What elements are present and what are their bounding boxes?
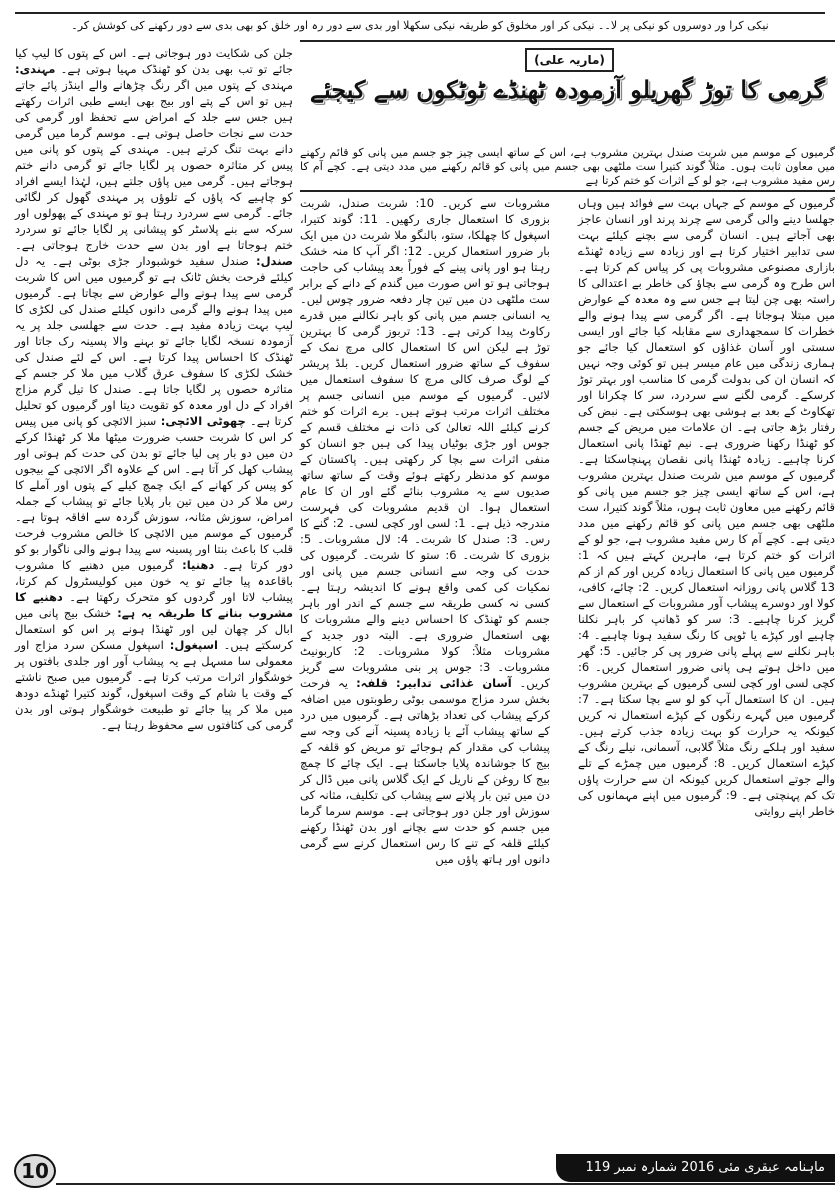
subheading: چھوٹی الائچی: [156, 414, 246, 428]
title-rule [300, 40, 835, 42]
subheading: دھنیا: [173, 558, 215, 572]
subheading: مہندی: [15, 62, 56, 76]
article-headline: گرمی کا توڑ گھریلو آزمودہ ٹھنڈے ٹوٹکوں سے کیجئے [309, 75, 826, 104]
column-middle-last-line: تنے کا رس استعمال کرنے سے گرمی دانوں اور ہاتھ پاؤں میں [300, 836, 550, 866]
subheading: اسپغول: [163, 638, 218, 652]
body-text: جلن کی شکایت دور ہوجاتی ہے۔ اس کے پتوں کا لیپ کیا جائے تو تب بھی بدن کو ٹھنڈک مہیا ہوتی ہے۔ [15, 46, 293, 76]
body-text: گرمیوں کے موسم کے جہاں بہت سے فوائد ہیں وہاں جھلسا دینے والی گرمی سے چرند پرند اور انسان عاجز بھی آجاتے ہیں۔ انسان گرمی سے بچنے کیلئے بہت سی تدابیر اختیار کرتا ہے اور زیادہ سے زیادہ ٹھنڈے بازاری مصنوعی مشروبات پی کر پیاس کم کرتا ہے۔ اس طرح وہ گرمی سے بچاؤ کی خاطر بے اعتدالی کا راستہ بھی چن لیتا ہے جس سے وہ معدہ کے عوارض میں مبتلا ہوجاتا ہے۔ اگر گرمی سے پیدا ہونے والے خطرات کا سمجھداری سے مقابلہ کیا جائے اور ایسی سستی اور آسان غذاؤں کو استعمال کیا جائے جو ہماری زندگی میں عام میسر ہیں تو کوئی وجہ نہیں کہ انسان ان کی بدولت گرمی کا مناسب اور بہتر توڑ کرسکے۔ گرمی لگنے سے سردرد، سر کا چکرانا اور تھکاوٹ کے بعد بے ہوشی بھی ہوسکتی ہے۔ نبض کی رفتار بڑھ جاتی ہے۔ ان علامات میں مریض کے جسم کو ٹھنڈا رکھنا ضروری ہے۔ نیم ٹھنڈا پانی استعمال کرنا چاہیے۔ زیادہ ٹھنڈا پانی نقصان پہنچاسکتا ہے۔ گرمیوں کے موسم میں شربت صندل بہترین مشروب ہے، اس کے ساتھ ایسی چیز جو جسم میں پانی کو قائم رکھنے میں معاون ثابت ہوں، مثلاً گوند کتیرا، ست ملٹھی بھی جسم میں پانی کو قائم رکھنے میں مدد دیتی ہے۔ کچے آم کا رس مفید مشروب ہے، جو لو کے اثرات کو ختم کرتا ہے، ماہرین کہتے ہیں کہ 1: گرمیوں میں پانی کا استعمال زیادہ کریں اور کم از کم 13 گلاس پانی روزانہ استعمال کریں۔ 2: چائے، کافی، کولا اور دوسرے پیشاب آور مشروبات کے استعمال سے گریز کرنا چاہیے۔ 3: سر کو ڈھانپ کر باہر نکلنا چاہیے اور کپڑے یا ٹوپی کا رنگ سفید ہونا چاہیے۔ 4: باہر نکلنے سے پہلے پانی ضرور پی کر جائیں۔ 5: گھر میں داخل ہوتے ہی پانی ضرور استعمال کریں۔ 6: کچی لسی اور کچی لسی گرمیوں کے بہترین مشروب ہیں۔ ان کا استعمال آپ کو لو سے بچا سکتا ہے۔ 7: گرمیوں میں گہرے رنگوں کے کپڑے استعمال نہ کریں کیونکہ یہ حرارت کو بہت زیادہ جذب کرتے ہیں۔ سفید اور ہلکے رنگ مثلاً گلابی، آسمانی، نیلے رنگ کے کپڑے استعمال کریں۔ 8: گرمیوں میں چمڑے کے تلے والے جوتے استعمال کریں کیونکہ ان سے حرارت پاؤں تک کم پہنچتی ہے۔ 9: گرمیوں میں اپنے مہمانوں کی خاطر اپنے روایتی [578, 196, 835, 818]
subheading: صندل: [248, 254, 294, 268]
magazine-masthead: ماہنامہ عبقری مئی 2016 شمارہ نمبر 119 [556, 1154, 835, 1182]
body-text: صندل سفید خوشبودار جڑی بوٹی ہے۔ یہ دل کیلئے فرحت بخش ٹانک ہے تو گرمیوں میں اس کا شربت گرمی سے پیدا ہونے والے عوارض سے بچاتا ہے۔ گرمیوں میں پیدا ہونے والے گرمی دانوں کیلئے صندل کی لکڑی کا لیپ بہت زیادہ مفید ہے۔ حدت سے جھلسی جلد پر یہ آزمودہ نسخہ لگایا جائے تو بہنے والا پسینہ رک جاتا اور ٹھنڈک کا احساس پیدا کرتا ہے۔ اس کے لئے صندل کی خشک لکڑی کا سفوف عرق گلاب میں ملا کر جسم کے متاثرہ حصوں پر لگایا جاتا ہے۔ صندل کا تیل گرم مزاج افراد کے دل اور معدہ کو تقویت دیتا اور گرمیوں کو تحلیل کرتا ہے۔ [15, 254, 293, 428]
body-text: مشروبات سے کریں۔ 10: شربت صندل، شربت بزوری کا استعمال جاری رکھیں۔ 11: گوند کتیرا، اسپغول کا چھلکا، ستو، بالنگو ملا شربت دن میں ایک بار ضرور استعمال کریں۔ 12: اگر آپ کا منہ خشک رہتا ہو اور پانی پینے کے فوراً بعد پیشاب کی حاجت ہوجاتی ہو تو اس صورت میں گندم کے دانے کے برابر ست ملٹھی دن میں تین چار دفعہ ضرور چوس لیں۔ یہ انسانی جسم میں پانی کو باہر نکالنے میں قدرے رکاوٹ پیدا کرتی ہے۔ 13: تربوز گرمی کا بہترین توڑ ہے لیکن اس کا استعمال کالی مرچ نمک کے سفوف کے ساتھ ضرور استعمال کریں۔ بلڈ پریشر کے لوگ صرف کالی مرچ کا سفوف استعمال میں لائیں۔ گرمیوں کے موسم میں انسانی جسم پر مختلف اثرات مرتب ہوتے ہیں۔ برے اثرات کو ختم کرنے کیلئے اللہ تعالیٰ کی ذات نے مختلف قسم کے جوس اور جڑی بوٹیاں پیدا کی ہیں جو انسان کو منفی اثرات سے بچا کر رکھتی ہیں۔ پاکستان کے موسم کو مدنظر رکھتے ہوئے وقت کے ساتھ ساتھ صدیوں سے یہ مشروب بنائے گئے اور ان کا عام استعمال ہوا۔ ان قدیم مشروبات کی فہرست مندرجہ ذیل ہے۔ 1: لسی اور کچی لسی۔ 2: گنے کا رس۔ 3: صندل کا شربت۔ 4: لال مشروبات۔ 5: بزوری کا شربت۔ 6: ستو کا شربت۔ گرمیوں کی حدت کی وجہ سے انسانی جسم میں پانی اور نمکیات کی کمی واقع ہونے کا اندیشہ رہتا ہے۔ کسی نہ کسی طریقہ سے جسم کے اندر اور باہر جسم کو ٹھنڈک کا احساس دینے والے مشروبات کا بھی استعمال ضروری ہے۔ البتہ دور جدید کے مشروبات مثلاً: کولا مشروبات۔ 2: کاربونیٹ مشروبات۔ 3: جوس پر بنی مشروبات سے گریز کریں۔ [300, 196, 551, 690]
body-text: اسپغول مسکن سرد مزاج اور معمولی سا مسہل ہے یہ پیشاب آور اور جلدی بافتوں پر خوشگوار اثرات مرتب کرتا ہے۔ گرمیوں میں صبح ناشتے کے وقت یا شام کے وقت اسپغول، گوند کتیرا ٹھنڈے دودھ میں ملا کر پیا جائے تو طبیعت خوشگوار [15, 638, 294, 716]
body-text: یہ فرحت بخش سرد مزاج موسمی بوٹی رطوبتوں میں اضافہ کرکے پیشاب کی تعداد بڑھاتی ہے۔ گرمیوں میں درد کے ساتھ پیشاب آئے یا زیادہ پسینہ آنے کی وجہ سے پیشاب کی مقدار کم ہوجائے تو مریض کو قلفہ کے بیج کا جوشاندہ پلایا جاسکتا ہے۔ ایک چائے کا چمچ بیج کا روغن کے ناریل کے ایک گلاس پانی میں ڈال کر دن میں تین بار پلانے سے پیشاب کی تکلیف، مثانہ کی سوزش اور جلن دور ہوجاتی ہے۔ موسم سرما گرما میں جسم کو حدت سے بچانے اور بدن ٹھنڈا رکھنے کیلئے قلفہ کے [300, 676, 550, 850]
article-intro: گرمیوں کے موسم میں شربت صندل بہترین مشروب ہے، اس کے ساتھ ایسی چیز جو جسم میں پانی کو قائم رکھنے میں معاون ثابت ہوں۔ مثلاً گوند کتیرا ست ملٹھی بھی جسم میں پانی کو قائم رکھنے میں مدد دیتی ہے۔ کچے آم کا رس مفید مشروب ہے، جو لو کے اثرات کو ختم کرتا ہے [300, 146, 835, 187]
subheading: دھنیے کا مشروب بنانے کا طریقہ یہ ہے: [15, 590, 293, 620]
footer-rule [56, 1183, 835, 1185]
top-strap-text: نیکی کرا ور دوسروں کو نیکی پر لا۔۔ نیکی کر اور مخلوق کو طریقہ نیکی سکھلا اور بدی سے دور رہ اور خلق کو بھی بدی سے دور رکھنے کی کوشش کر۔ [71, 19, 769, 32]
strap-rule [15, 12, 825, 14]
body-text: گرمیوں میں دھنیے کا مشروب باقاعدہ پیا جائے تو یہ خون میں کولیسٹرول کم کرتا، پیشاب لاتا اور گردوں کو متحرک رکھتا ہے۔ [15, 558, 293, 604]
column-left-last-line: ہوتی اور بدن گرمی کی کثافتوں سے محفوظ رہتا ہے۔ [15, 702, 293, 732]
article-title-block [300, 44, 835, 144]
page-number: 10 [14, 1154, 56, 1188]
intro-rule [300, 190, 835, 192]
body-text: سبز الائچی کو پانی میں پیس کر اس کا شربت حسب ضرورت میٹھا ملا کر ٹھنڈا کرکے دن میں دو بار پی لیا جائے تو بدن کی حدت کم ہوتی اور پیشاب کھل کر آتا ہے۔ اس کے علاوہ اگر الائچی کے بیجوں کو پیس کر کھانے کے ایک چمچ کیلے کے پتوں اور آملے کا رس ملا کر دن میں تین بار پلایا جائے تو پیشاب کے جملہ امراض، سوزش مثانہ، سوزش گردہ سے افاقہ ہوتا ہے۔ گرمیوں کے موسم میں الائچی کا خالص مشروب فرحت قلب کا باعث بنتا اور پسینہ سے پیدا ہونے والی ناگوار بو کو دور کرتا ہے۔ [15, 414, 294, 572]
body-text: خشک بیج پانی میں ابال کر چھان لیں اور ٹھنڈا ہونے پر اس کو استعمال کرسکتے ہیں۔ [15, 606, 293, 652]
subheading: آسان غذائی تدابیر: قلفہ: [347, 676, 512, 690]
column-middle [300, 195, 550, 867]
column-right [578, 195, 835, 819]
author-byline: (ماریہ علی) [525, 48, 614, 72]
body-text: مہندی کے پتوں میں اگر رنگ چڑھانے والے اینڈز پائے جاتے ہیں تو اس کے پتے اور بیج بھی ایسے طبی اثرات رکھتے ہیں جس سے جلد کے امراض سے تحفظ اور گرمی کی حدت سے نجات حاصل ہوتی ہے۔ موسم گرما میں گرمی دانے بہت تنگ کرتے ہیں۔ مہندی کے پتوں کو پانی میں پیس کر متاثرہ حصوں پر لگایا جائے تو گرمی دانے ختم ہوجاتے ہیں۔ گرمی میں پاؤں جلتے ہیں، لہٰذا ایسے افراد کو چاہیے کہ پاؤں کے تلوؤں پر مہندی گھول کر لگائی جائے۔ گرمی سے سردرد رہتا ہو تو مہندی کے پھولوں اور سرکہ سے بنے پلاسٹر کو پیشانی پر لگایا جائے تو سردرد ختم ہوجاتا ہے اور بدن سے حدت خارج ہوجاتی ہے۔ [15, 78, 293, 252]
column-left [15, 45, 293, 733]
